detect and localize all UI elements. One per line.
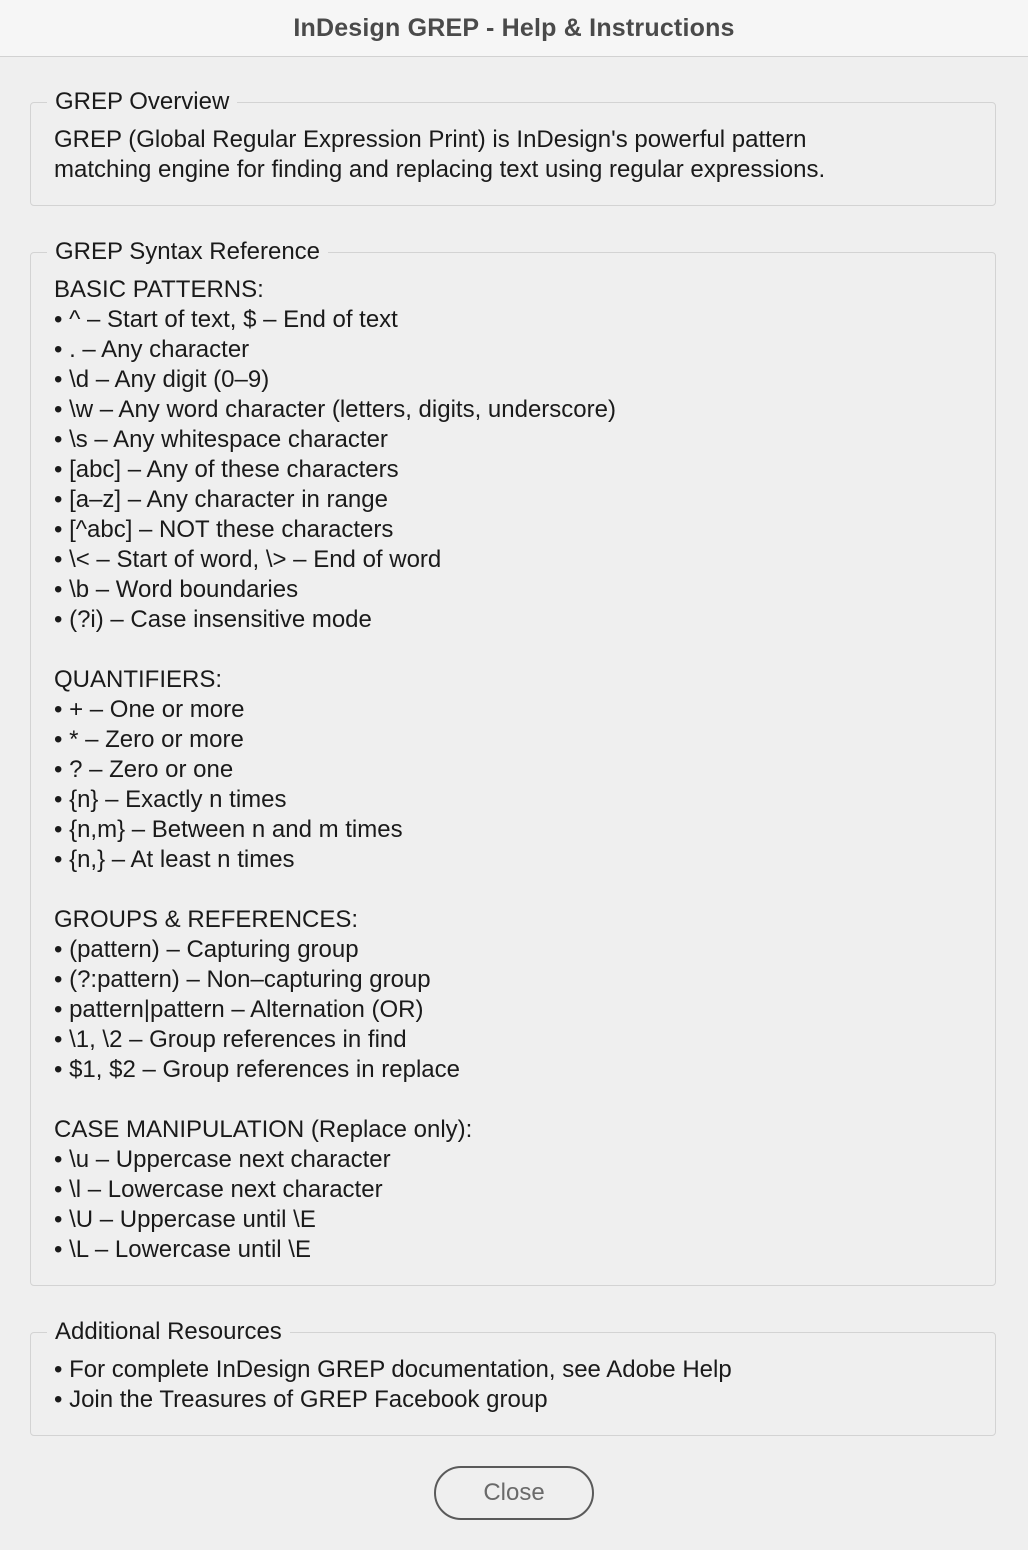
syntax-item: • \L – Lowercase until \E bbox=[54, 1236, 311, 1263]
syntax-item: • (?i) – Case insensitive mode bbox=[54, 606, 372, 633]
resources-legend: Additional Resources bbox=[47, 1317, 290, 1347]
overview-legend: GREP Overview bbox=[47, 87, 237, 117]
section-heading-case-manipulation: CASE MANIPULATION (Replace only): bbox=[54, 1116, 473, 1143]
syntax-item: • ? – Zero or one bbox=[54, 756, 234, 783]
syntax-item: • ^ – Start of text, $ – End of text bbox=[54, 306, 398, 333]
syntax-item: • \w – Any word character (letters, digits, underscore) bbox=[54, 396, 616, 423]
syntax-item: • \b – Word boundaries bbox=[54, 576, 299, 603]
syntax-legend: GREP Syntax Reference bbox=[47, 237, 328, 267]
blank-line bbox=[54, 1085, 975, 1115]
syntax-item: • {n,m} – Between n and m times bbox=[54, 816, 403, 843]
title-bar[interactable] bbox=[0, 0, 1028, 57]
overview-line: matching engine for finding and replacing text using regular expressions. bbox=[54, 156, 826, 183]
syntax-item: • + – One or more bbox=[54, 696, 245, 723]
syntax-item: • [^abc] – NOT these characters bbox=[54, 516, 394, 543]
syntax-item: • (?:pattern) – Non–capturing group bbox=[54, 966, 431, 993]
syntax-item: • \d – Any digit (0–9) bbox=[54, 366, 270, 393]
syntax-item: • \s – Any whitespace character bbox=[54, 426, 388, 453]
syntax-item: • {n} – Exactly n times bbox=[54, 786, 287, 813]
syntax-item: • (pattern) – Capturing group bbox=[54, 936, 359, 963]
section-heading-quantifiers: QUANTIFIERS: bbox=[54, 666, 223, 693]
resource-item: • For complete InDesign GREP documentation, see Adobe Help bbox=[54, 1356, 732, 1383]
syntax-item: • \< – Start of word, \> – End of word bbox=[54, 546, 442, 573]
resource-item: • Join the Treasures of GREP Facebook group bbox=[54, 1386, 548, 1413]
syntax-item: • [abc] – Any of these characters bbox=[54, 456, 399, 483]
syntax-item: • . – Any character bbox=[54, 336, 250, 363]
overview-line: GREP (Global Regular Expression Print) is InDesign's powerful pattern bbox=[54, 126, 807, 153]
blank-line bbox=[54, 635, 975, 665]
syntax-item: • * – Zero or more bbox=[54, 726, 244, 753]
syntax-item: • \u – Uppercase next character bbox=[54, 1146, 391, 1173]
syntax-text bbox=[54, 275, 975, 1265]
syntax-item: • \U – Uppercase until \E bbox=[54, 1206, 316, 1233]
syntax-item: • pattern|pattern – Alternation (OR) bbox=[54, 996, 424, 1023]
syntax-item: • $1, $2 – Group references in replace bbox=[54, 1056, 460, 1083]
overview-panel bbox=[30, 88, 996, 206]
syntax-item: • \l – Lowercase next character bbox=[54, 1176, 383, 1203]
window-title: InDesign GREP - Help & Instructions bbox=[293, 13, 735, 42]
syntax-item: • [a–z] – Any character in range bbox=[54, 486, 388, 513]
resources-text bbox=[54, 1355, 975, 1415]
overview-text bbox=[54, 125, 975, 185]
section-heading-basic-patterns: BASIC PATTERNS: bbox=[54, 276, 264, 303]
close-button[interactable]: Close bbox=[434, 1466, 594, 1520]
syntax-item: • {n,} – At least n times bbox=[54, 846, 295, 873]
additional-resources-panel bbox=[30, 1318, 996, 1436]
syntax-reference-panel bbox=[30, 238, 996, 1286]
syntax-item: • \1, \2 – Group references in find bbox=[54, 1026, 407, 1053]
section-heading-groups-references: GROUPS & REFERENCES: bbox=[54, 906, 359, 933]
blank-line bbox=[54, 875, 975, 905]
